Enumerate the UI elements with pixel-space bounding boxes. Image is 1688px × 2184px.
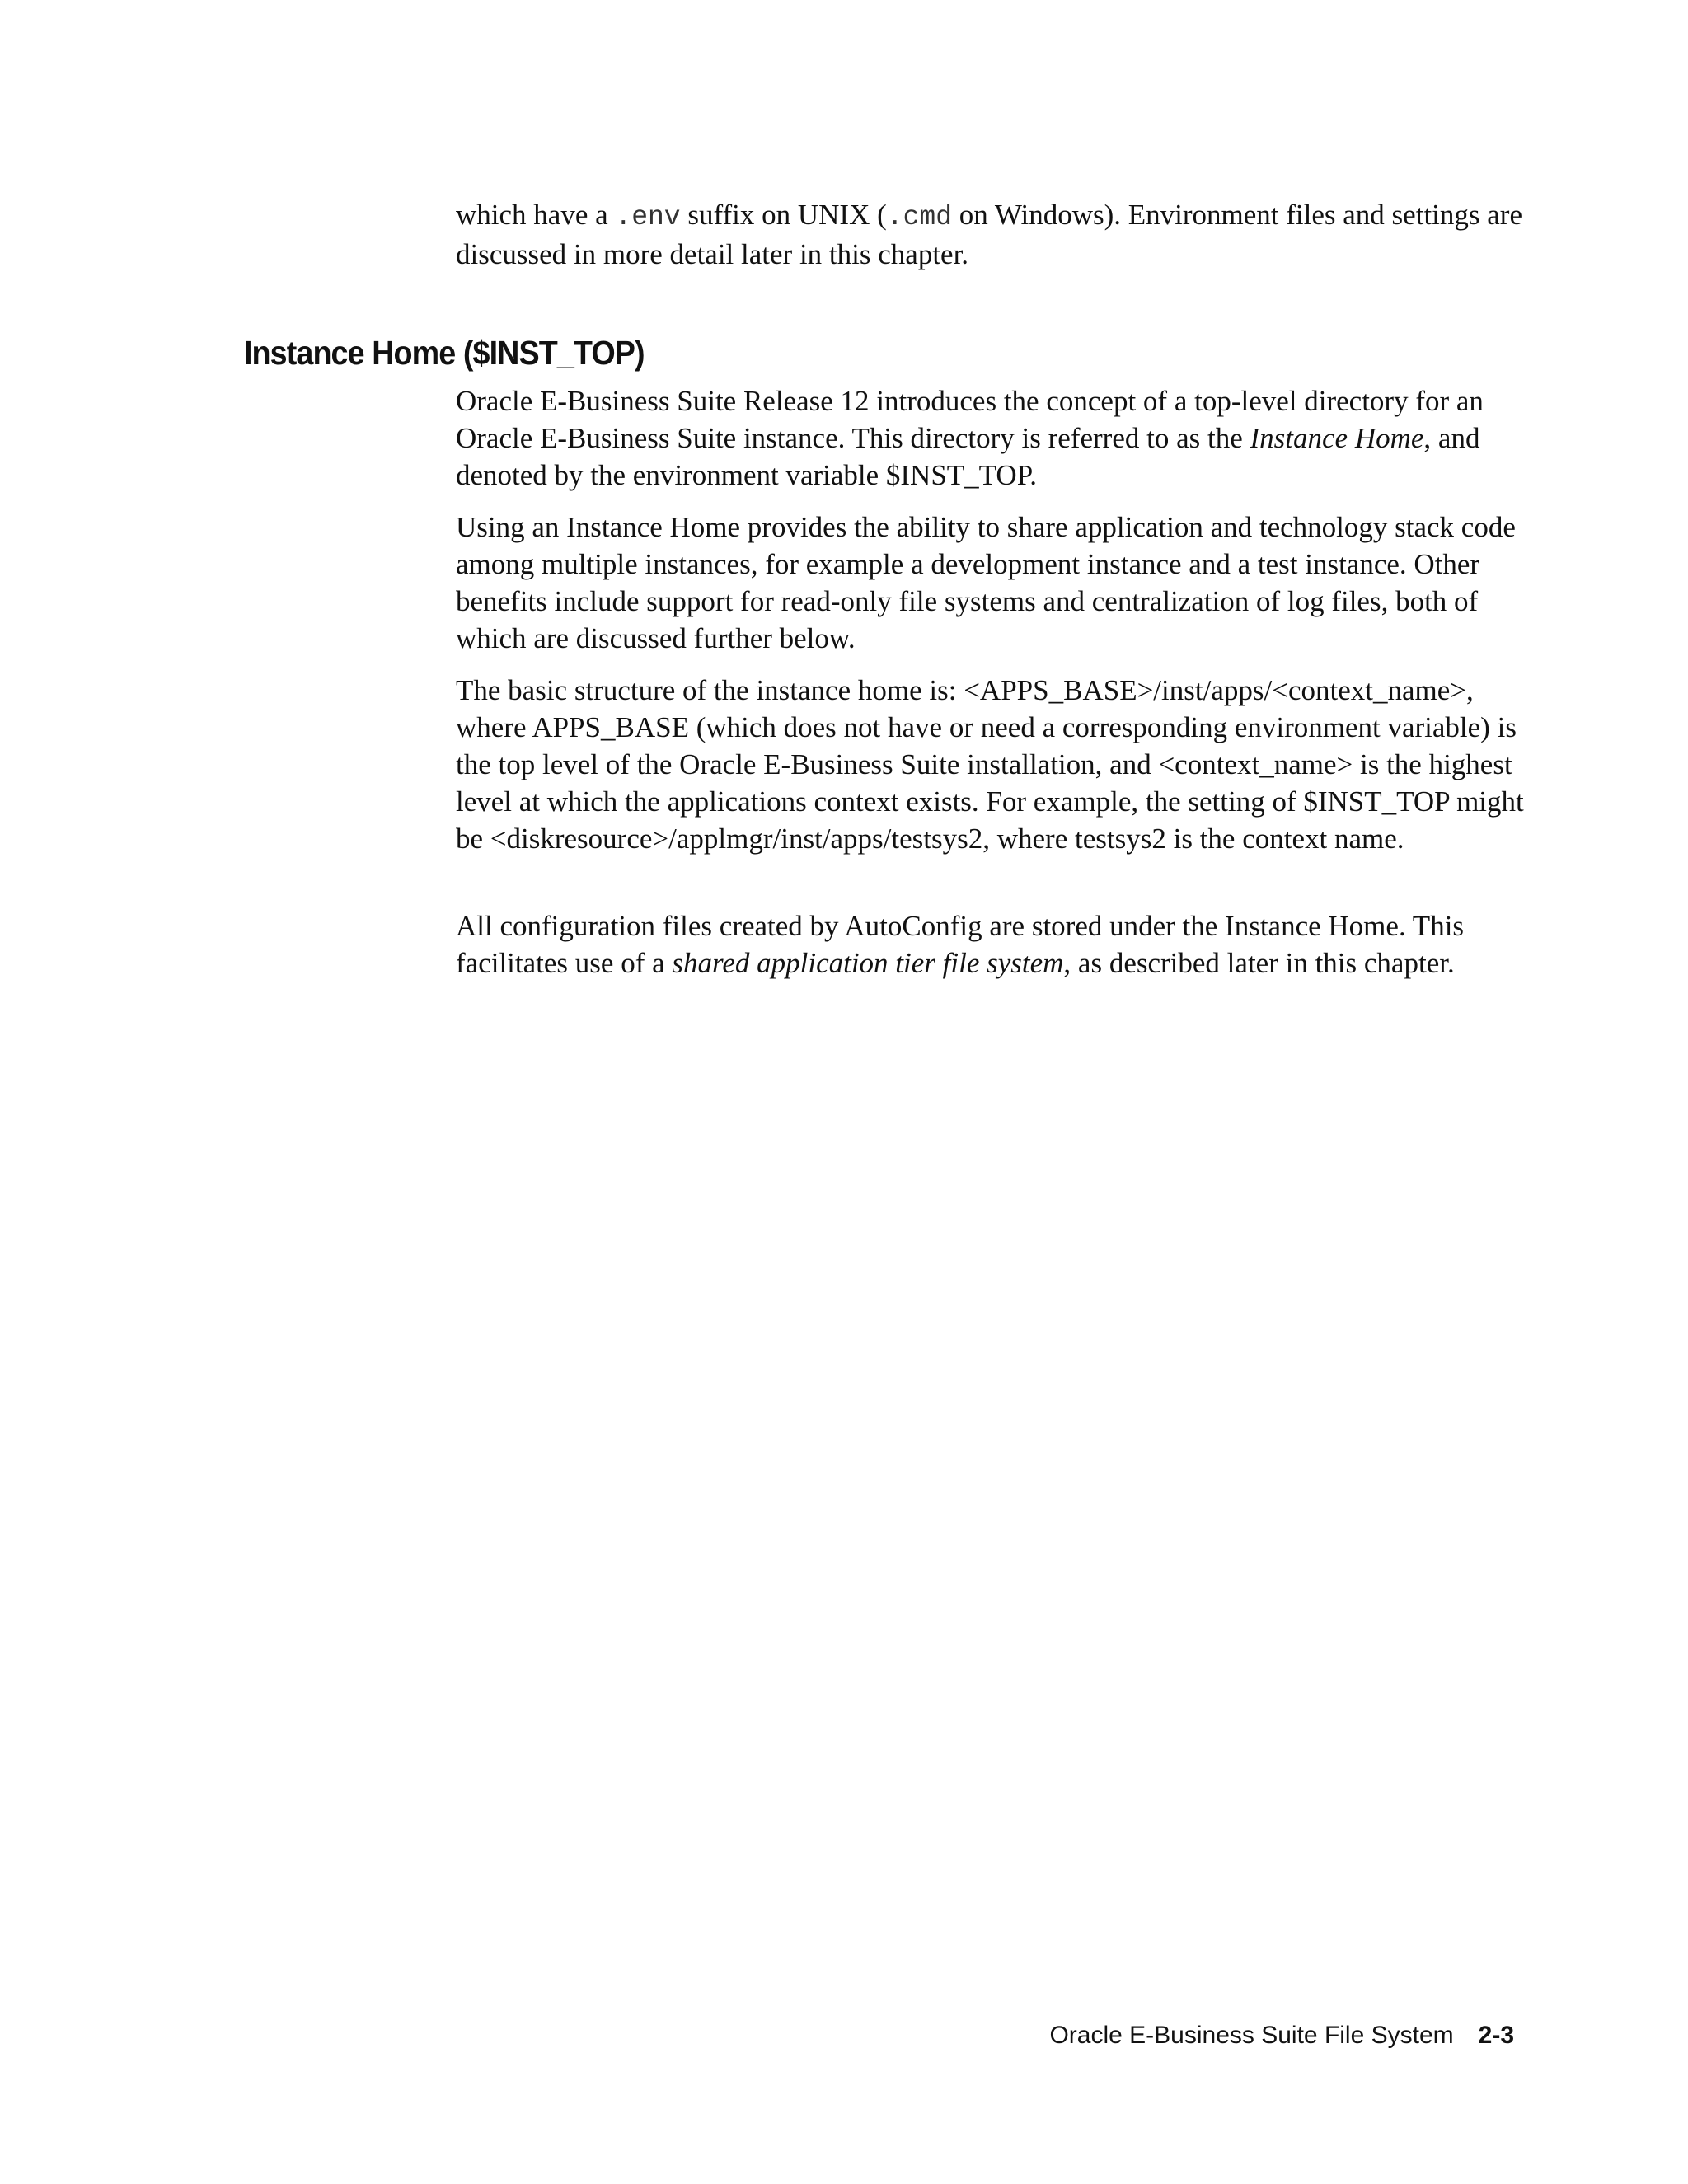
instance-home-term: Instance Home: [1250, 422, 1424, 454]
section-heading: Instance Home ($INST_TOP): [244, 334, 645, 372]
paragraph-instance-home-intro: [456, 382, 1527, 494]
intro-text-1: which have a: [456, 199, 616, 231]
footer-title: Oracle E-Business Suite File System: [1049, 2022, 1454, 2049]
intro-paragraph: [456, 196, 1527, 273]
paragraph-autoconfig: [456, 907, 1527, 982]
shared-file-system-term: shared application tier file system: [672, 947, 1064, 979]
intro-text-2: suffix on UNIX (: [680, 199, 887, 231]
intro-text-3: on Windows). Environment files and settings are discussed in more detail later in this chapter.: [456, 199, 1522, 270]
paragraph-4-text-after: , as described later in this chapter.: [1063, 947, 1455, 979]
cmd-suffix-code: .cmd: [886, 202, 952, 232]
paragraph-1-text-before: Oracle E-Business Suite Release 12 introduces the concept of a top-level directory for an Oracle E-Business Suite instance. This directory is referred to as the: [456, 385, 1484, 454]
page-footer: [1049, 2019, 1514, 2052]
paragraph-4-text-before: All configuration files created by AutoConfig are stored under the Instance Home. This facilitates use of a: [456, 910, 1465, 979]
paragraph-benefits: Using an Instance Home provides the ability to share application and technology stack code among multiple instances, for example a development instance and a test instance. Other benefits include support for read-only file systems and centralization of log files, both of which are discussed further below.: [456, 511, 1516, 654]
page-number: 2-3: [1478, 2022, 1514, 2049]
env-suffix-code: .env: [615, 202, 681, 232]
paragraph-1-text-after: , and denoted by the environment variable $INST_TOP.: [456, 422, 1480, 491]
paragraph-structure: The basic structure of the instance home is: <APPS_BASE>/inst/apps/<context_name>, where APPS_BASE (which does not have or need a corresponding environment variable) is the top level of the Oracle E-Business Suite installation, and <context_name> is the highest level at which the applications context exists. For example, the setting of $INST_TOP might be <diskresource>/applmgr/inst/apps/testsys2, where testsys2 is the context name.: [456, 674, 1524, 855]
